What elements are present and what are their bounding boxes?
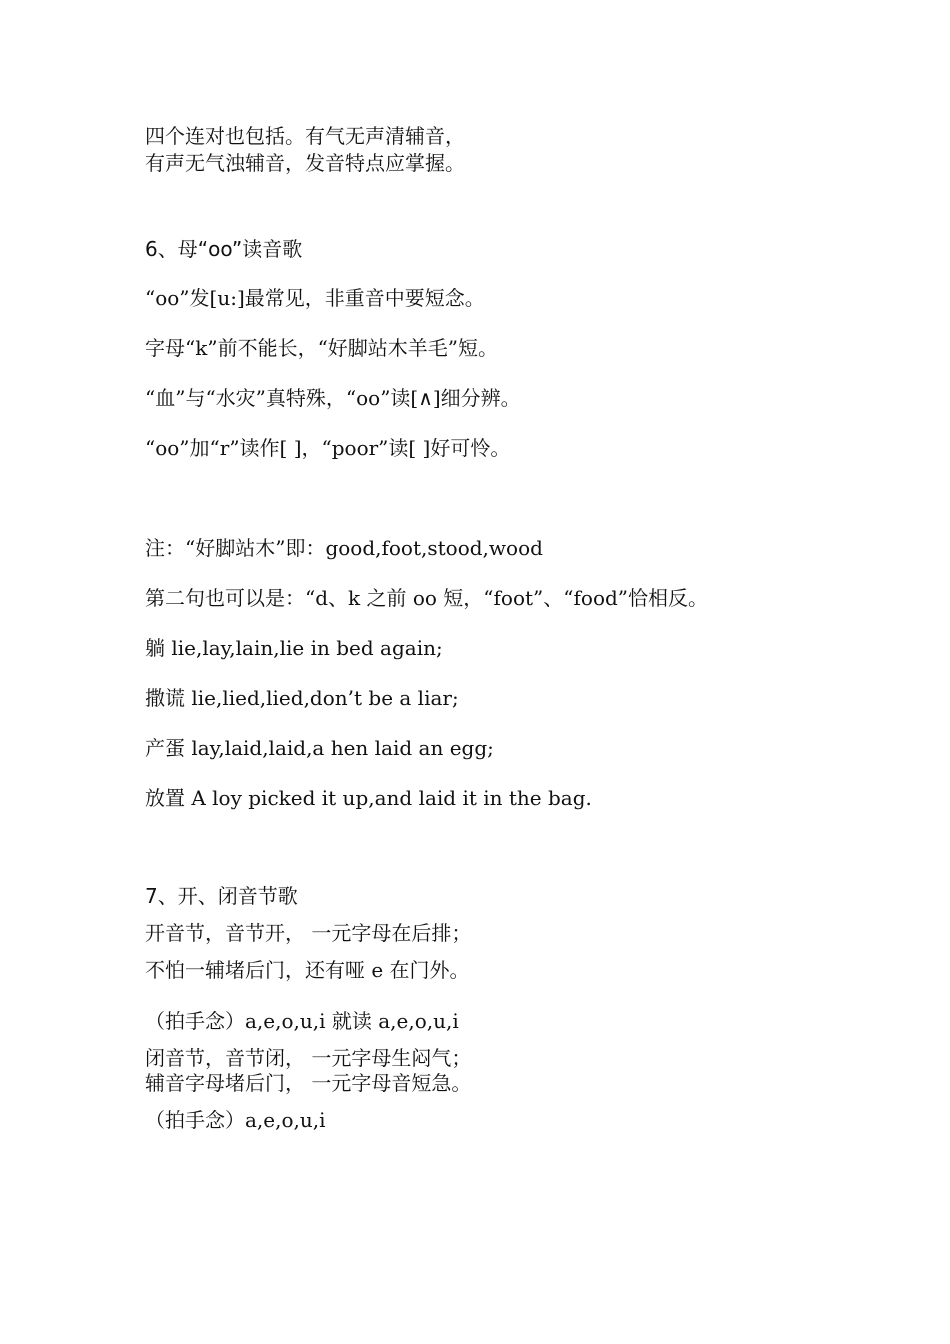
verse-line: “oo”加“r”读作[ ]，“poor”读[ ]好可怜。 (145, 436, 511, 460)
verse-line: 开音节，音节开， 一元字母在后排； (145, 921, 472, 945)
verse-line: 不怕一辅堵后门，还有哑 e 在门外。 (145, 958, 470, 982)
example-line: 产蛋 lay,laid,laid,a hen laid an egg; (145, 736, 494, 760)
verse-line: 字母“k”前不能长，“好脚站木羊毛”短。 (145, 336, 499, 360)
verse-line: 闭音节，音节闭， 一元字母生闷气； (145, 1046, 472, 1070)
verse-line: 四个连对也包括。有气无声清辅音， (145, 124, 465, 148)
example-line: 躺 lie,lay,lain,lie in bed again; (145, 636, 443, 660)
verse-line: （拍手念）a,e,o,u,i 就读 a,e,o,u,i (145, 1009, 459, 1033)
verse-line: 有声无气浊辅音，发音特点应掌握。 (145, 151, 465, 175)
section-heading: 7、开、闭音节歌 (145, 884, 298, 908)
note-line: 注：“好脚站木”即：good,foot,stood,wood (145, 536, 543, 560)
verse-line: “oo”发[u:]最常见，非重音中要短念。 (145, 286, 485, 310)
example-line: 撒谎 lie,lied,lied,don’t be a liar; (145, 686, 459, 710)
verse-line: 辅音字母堵后门， 一元字母音短急。 (145, 1071, 472, 1095)
note-line: 第二句也可以是：“d、k 之前 oo 短，“foot”、“food”恰相反。 (145, 586, 709, 610)
verse-line: （拍手念）a,e,o,u,i (145, 1108, 326, 1132)
verse-line: “血”与“水灾”真特殊，“oo”读[∧]细分辨。 (145, 386, 521, 410)
example-line: 放置 A loy picked it up,and laid it in the bag. (145, 786, 592, 810)
section-heading: 6、母“oo”读音歌 (145, 237, 303, 261)
